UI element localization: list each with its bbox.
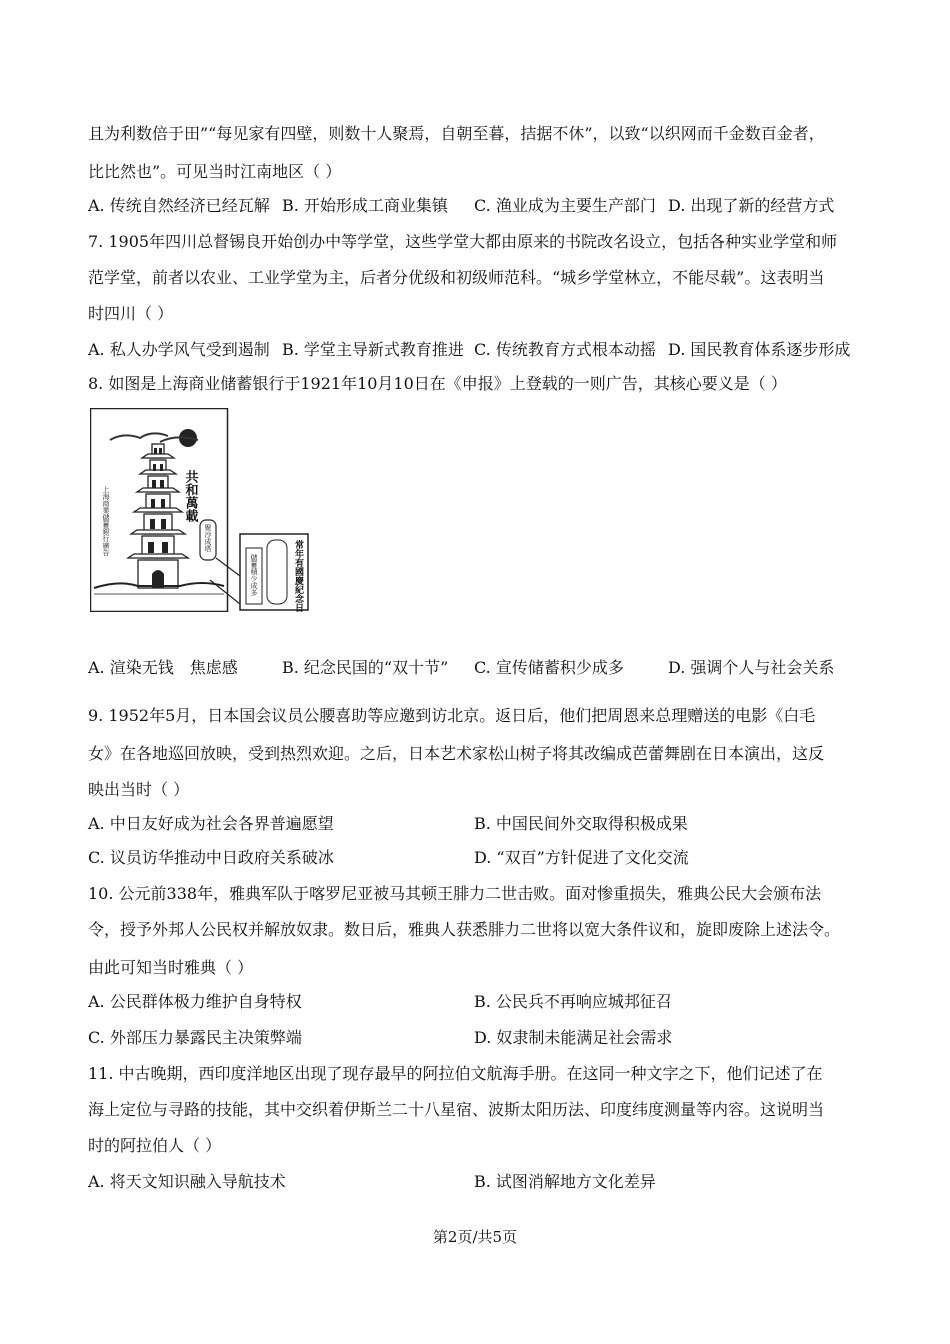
q7-option-c[interactable]: C. 传统教育方式根本动摇	[474, 340, 656, 359]
q7-option-d[interactable]: D. 国民教育体系逐步形成	[668, 340, 851, 359]
q10-option-a[interactable]: A. 公民群体极力维护自身特权	[88, 992, 302, 1011]
q6-option-a[interactable]: A. 传统自然经济已经瓦解	[88, 196, 270, 215]
q8-option-a[interactable]: A. 渲染无钱 焦虑感	[88, 658, 238, 677]
q9-option-a[interactable]: A. 中日友好成为社会各界普遍愿望	[88, 814, 334, 833]
q10-line-1: 10. 公元前338年，雅典军队于喀罗尼亚被马其顿王腓力二世击败。面对惨重损失，雅典公民大会颁布法	[88, 884, 822, 903]
q6-option-b[interactable]: B. 开始形成工商业集镇	[282, 196, 448, 215]
q8-option-c[interactable]: C. 宣传储蓄积少成多	[474, 658, 624, 677]
ad-sub-text: 聚沙成塔	[204, 524, 212, 552]
q7-option-b[interactable]: B. 学堂主导新式教育推进	[282, 340, 464, 359]
q7-line-1: 7. 1905年四川总督锡良开始创办中等学堂，这些学堂大都由原来的书院改名设立，包括各种实业学堂和师	[88, 232, 838, 251]
q9-option-c[interactable]: C. 议员访华推动中日政府关系破冰	[88, 848, 334, 867]
q9-line-2: 女》在各地巡回放映，受到热烈欢迎。之后，日本艺术家松山树子将其改编成芭蕾舞剧在日本演出，这反	[88, 744, 825, 763]
ad-side-text: 上海商業儲蓄銀行廣告	[102, 486, 110, 556]
q11-line-2: 海上定位与寻路的技能，其中交织着伊斯兰二十八星宿、波斯太阳历法、印度纬度测量等内容。这说明当	[88, 1100, 825, 1119]
q6-line-2: 比比然也”。可见当时江南地区（ ）	[88, 162, 342, 181]
q11-line-3: 时的阿拉伯人（ ）	[88, 1136, 222, 1155]
page-number-footer: 第2页/共5页	[432, 1228, 518, 1246]
q10-option-b[interactable]: B. 公民兵不再响应城邦征召	[474, 992, 672, 1011]
q7-option-a[interactable]: A. 私人办学风气受到遏制	[88, 340, 270, 359]
q8-option-d[interactable]: D. 强调个人与社会关系	[668, 658, 835, 677]
q7-line-3: 时四川（ ）	[88, 304, 174, 323]
ad-box2-text: 常年有國慶紀念日	[293, 540, 303, 612]
q9-option-b[interactable]: B. 中国民间外交取得积极成果	[474, 814, 688, 833]
q8-option-b[interactable]: B. 纪念民国的“双十节”	[282, 658, 449, 677]
bank-advertisement-image	[90, 408, 310, 612]
q10-line-2: 令，授予外邦人公民权并解放奴隶。数日后，雅典人获悉腓力二世将以宽大条件议和，旋即废除上述法令。	[88, 920, 841, 939]
q6-line-1: 且为利数倍于田”“每见家有四壁，则数十人聚焉，自朝至暮，拮据不休”，以致“以织网而千金数百金者，	[88, 124, 825, 143]
q10-line-3: 由此可知当时雅典（ ）	[88, 958, 254, 977]
q10-option-c[interactable]: C. 外部压力暴露民主决策弊端	[88, 1028, 302, 1047]
q9-line-1: 9. 1952年5月，日本国会议员公腰喜助等应邀到访北京。返日后，他们把周恩来总理赠送的电影《白毛	[88, 706, 816, 725]
q11-option-b[interactable]: B. 试图消解地方文化差异	[474, 1172, 656, 1191]
q6-option-c[interactable]: C. 渔业成为主要生产部门	[474, 196, 656, 215]
q7-line-2: 范学堂，前者以农业、工业学堂为主，后者分优级和初级师范科。“城乡学堂林立，不能尽载”。这表明当	[88, 268, 825, 287]
q6-option-d[interactable]: D. 出现了新的经营方式	[668, 196, 835, 215]
ad-box1-text: 儲蓄積少成多	[250, 554, 258, 596]
q9-option-d[interactable]: D. “双百”方针促进了文化交流	[474, 848, 689, 867]
q8-line-1: 8. 如图是上海商业储蓄银行于1921年10月10日在《申报》上登载的一则广告，其核心要义是（ ）	[88, 374, 787, 393]
q11-option-a[interactable]: A. 将天文知识融入导航技术	[88, 1172, 286, 1191]
q10-option-d[interactable]: D. 奴隶制未能满足社会需求	[474, 1028, 673, 1047]
ad-title-text: 共和萬載	[182, 470, 198, 522]
q11-line-1: 11. 中古晚期，西印度洋地区出现了现存最早的阿拉伯文航海手册。在这同一种文字之下，他们记述了在	[88, 1064, 823, 1083]
q9-line-3: 映出当时（ ）	[88, 780, 190, 799]
